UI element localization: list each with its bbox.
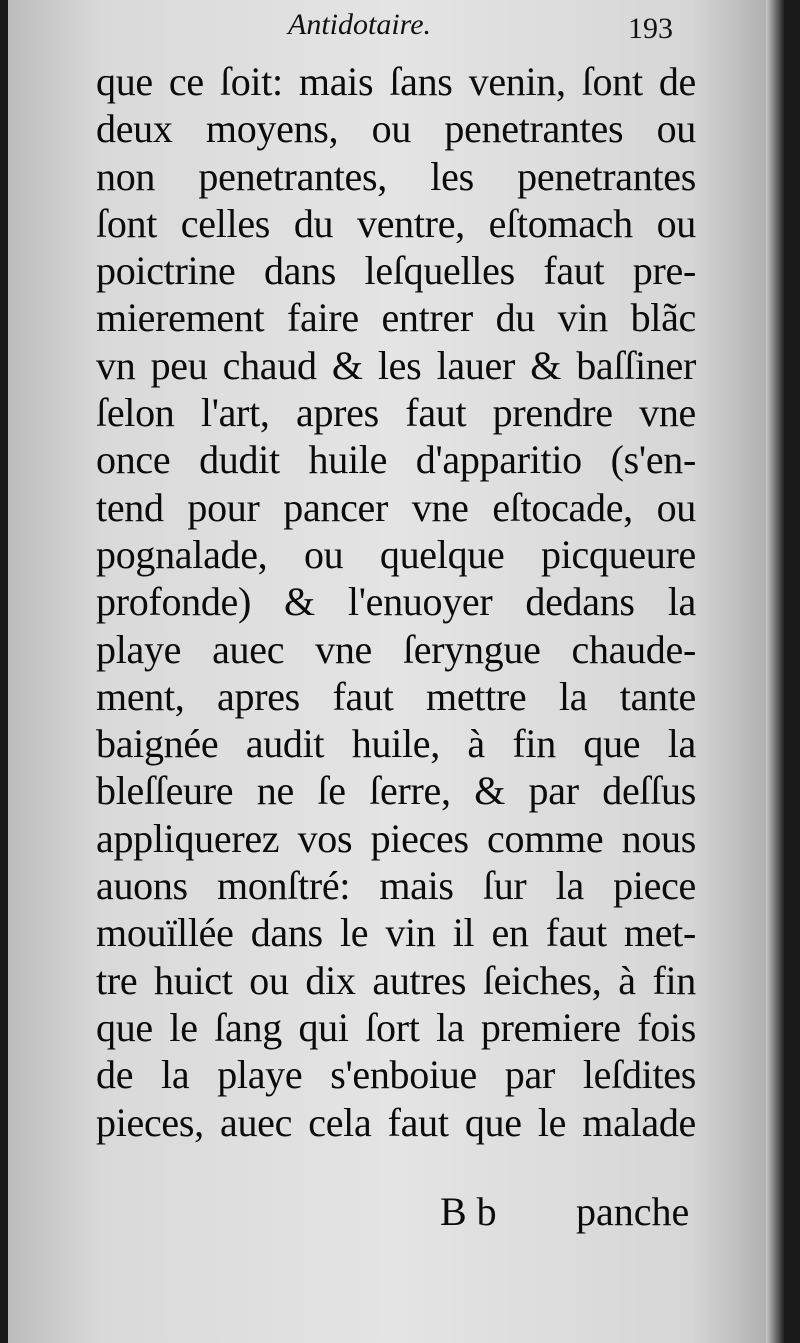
text-line: tend pour pancer vne eſtocade, ou — [96, 484, 696, 530]
running-head — [8, 8, 784, 48]
text-line: bleſſeure ne ſe ſerre, & par deſſus — [96, 768, 696, 814]
text-line: vn peu chaud & les lauer & baſſiner — [96, 342, 696, 388]
page-number: 193 — [628, 12, 673, 45]
body-text — [96, 58, 696, 1146]
text-line: appliquerez vos pieces comme nous — [96, 815, 696, 861]
text-line: once dudit huile d'apparitio (s'en- — [96, 437, 696, 483]
text-line: baignée audit huile, à fin que la — [96, 721, 696, 767]
text-line: ſelon l'art, apres faut prendre vne — [96, 390, 696, 436]
text-line: poictrine dans leſquelles faut pre- — [96, 248, 696, 294]
signature-mark: B b — [440, 1189, 497, 1234]
text-line: auons monſtré: mais ſur la piece — [96, 863, 696, 909]
text-line: mouïllée dans le vin il en faut met- — [96, 910, 696, 956]
text-line: tre huict ou dix autres ſeiches, à fin — [96, 957, 696, 1003]
text-line: que le ſang qui ſort la premiere fois — [96, 1004, 696, 1050]
text-line: ment, apres faut mettre la tante — [96, 673, 696, 719]
text-line: de la playe s'enboiue par leſdites — [96, 1052, 696, 1098]
catchword: panche — [576, 1189, 690, 1234]
text-line: non penetrantes, les penetrantes — [96, 153, 696, 199]
book-page — [8, 0, 784, 1343]
text-line: deux moyens, ou penetrantes ou — [96, 106, 696, 152]
page-edge-shadow — [766, 0, 784, 1343]
text-line: profonde) & l'enuoyer dedans la — [96, 579, 696, 625]
text-line: ſont celles du ventre, eſtomach ou — [96, 200, 696, 246]
text-line: mierement faire entrer du vin blãc — [96, 295, 696, 341]
running-title: Antidotaire. — [288, 8, 432, 41]
text-line: pognalade, ou quelque picqueure — [96, 531, 696, 577]
text-line: playe auec vne ſeryngue chaude- — [96, 626, 696, 672]
page-footer — [8, 1188, 784, 1238]
text-line: que ce ſoit: mais ſans venin, ſont de — [96, 59, 696, 104]
text-line: pieces, auec cela faut que le malade — [96, 1099, 696, 1145]
